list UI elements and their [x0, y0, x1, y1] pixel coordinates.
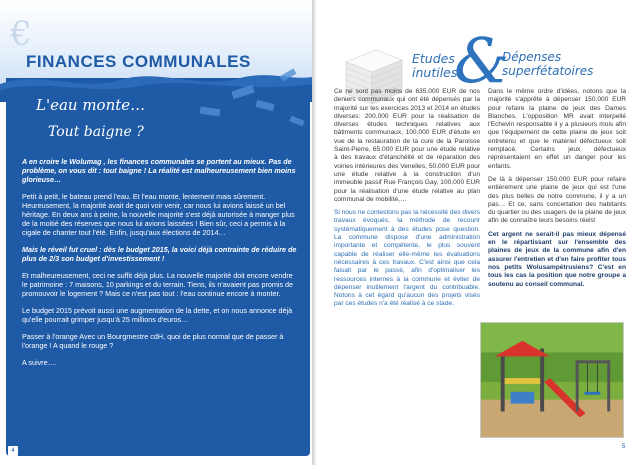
headline-right-line1: Dépenses: [502, 50, 562, 64]
playground-photo: [480, 322, 624, 438]
headline-right-line2: superfétatoires: [502, 64, 594, 78]
highlight-paragraph: Mais le réveil fut cruel : dès le budget 2015, la voici déjà contrainte de réduire de plus de 2/3 son budget d'investissement !: [22, 245, 297, 263]
paragraph: Ce ne sont pas moins de 635.000 EUR de nos deniers communaux qui ont été dépensés par la majorité sur les exercices 2013 et 2014 en études diverses: 200.000 EUR pour la réalisation de diverses études techniques relatives aux bâtiments communaux, 100.000 EUR d'étude en vue de la restauration de la cure de la Paroisse Saint-Pierre, 65.000 EUR pour une étude relative à des travaux d'étanchéité et de réparation des voiries intérieures des Venelles, 50.000 EUR pour une étude relative à la construction d'un immeuble passif Rue François Gay, 100.000 EUR pour la réalisation d'une étude relative au plan communal de mobilité,…: [334, 88, 480, 203]
paragraph: Et malheureusement, ceci ne suffit déjà plus. La nouvelle majorité doit encore vendre le patrimoine : 7 maisons, 10 parkings et du terrain. Tiens, ils n'avaient pas promis de promouvoir le logement ? Mais ce n'est pas tout : l'eau continue encore à monter.: [22, 271, 294, 298]
left-page: [0, 0, 316, 465]
paragraph: Le budget 2015 prévoit aussi une augmentation de la dette, et on nous annonce déjà qu'elle pourrait grimper jusqu'à 25 millions d'euros…: [22, 306, 293, 324]
paragraph: Dans le même ordre d'idées, notons que la majorité s'apprête à dépenser 150.000 EUR pour refaire la plaine de jeux des Dames Blanches. L'opposition MR avait interpellé l'Echevin responsable il y a plusieurs mois afin que l'équipement de cette plaine de jeux soit entretenu et que le matériel défectueux soit remplacé. Certains jeux défectueux représentaient en effet un danger pour les enfants.: [488, 88, 626, 170]
kicker-line-2: Tout baigne ?: [48, 124, 144, 140]
left-article-body: [22, 157, 298, 375]
intro-paragraph: A en croire le Wolumag , les finances communales se portent au mieux. Pas de problème, on vous dit : tout baigne ! La réalité est malheureusement bien moins glorieuse…: [22, 157, 296, 184]
euro-doodle-icon: €: [10, 14, 32, 54]
right-page: [316, 0, 640, 465]
highlight-paragraph: Cet argent ne serait-il pas mieux dépensé en le répartissant sur l'ensemble des plaines de jeux de la commune afin d'en assurer l'entretien et d'en faire profiter tous nos petits Wolusampétrusiens? C'est en tous les cas la position que notre groupe a soutenu au conseil communal.: [488, 230, 626, 288]
headline-right: [502, 50, 593, 78]
page-number: 4: [8, 446, 18, 456]
headline-left: [412, 52, 457, 80]
column-1: [334, 88, 480, 314]
headline-left-line1: Etudes: [412, 51, 455, 66]
kicker-line-1: L'eau monte…: [36, 96, 146, 114]
column-2: [488, 88, 626, 294]
paragraph: A suivre….: [22, 358, 57, 367]
paragraph: Passer à l'orange Avec un Bourgmestre cdH, quoi de plus normal que de passer à l'orange ! A quand le rouge ?: [22, 332, 284, 350]
section-title: FINANCES COMMUNALES: [26, 52, 251, 71]
ampersand-icon: &: [454, 24, 510, 97]
paragraph: Petit à petit, le bateau prend l'eau. Et l'eau monte, lentement mais sûrement. Heureusement, la majorité avait de quoi voir venir, car nous lui avions laissé un bel héritage. En deux ans à peine, la nouvelle majorité s'est déjà autorisée à manger plus de la moitié des réserves que nous lui avions laissées ! Bien sûr, ceci a permis à la cigale de chanter tout l'été. Enfin, jusqu'aux élections de 2014…: [22, 192, 295, 237]
paragraph: Si nous ne contestons pas la nécessité des divers travaux évoqués, la méthode de recourir systématiquement à des études pose question. La commune dispose d'une administration importante et compétente, le plus souvent capable de réaliser elle-même les évaluations nécessaires à ces travaux. C'est ainsi que cela faisait par le passé, afin d'optimaliser les ressources internes à la commune et éviter de dépenser inutilement l'argent du contribuable. Notons à cet égard qu'aucun des projets visés par ces études n'a été réalisé à ce stade.: [334, 209, 480, 308]
headline-left-line2: inutiles: [412, 65, 458, 80]
page-number: 5: [622, 444, 626, 450]
paragraph: De là à dépenser 150.000 EUR pour refaire entièrement une plaine de jeux qui est l'une des plus belles de notre commune, il y a un pas… Et ce, sans concertation des habitants du quartier ou des usagers de la plaine de jeux afin de connaître leurs besoins réels!: [488, 175, 626, 225]
